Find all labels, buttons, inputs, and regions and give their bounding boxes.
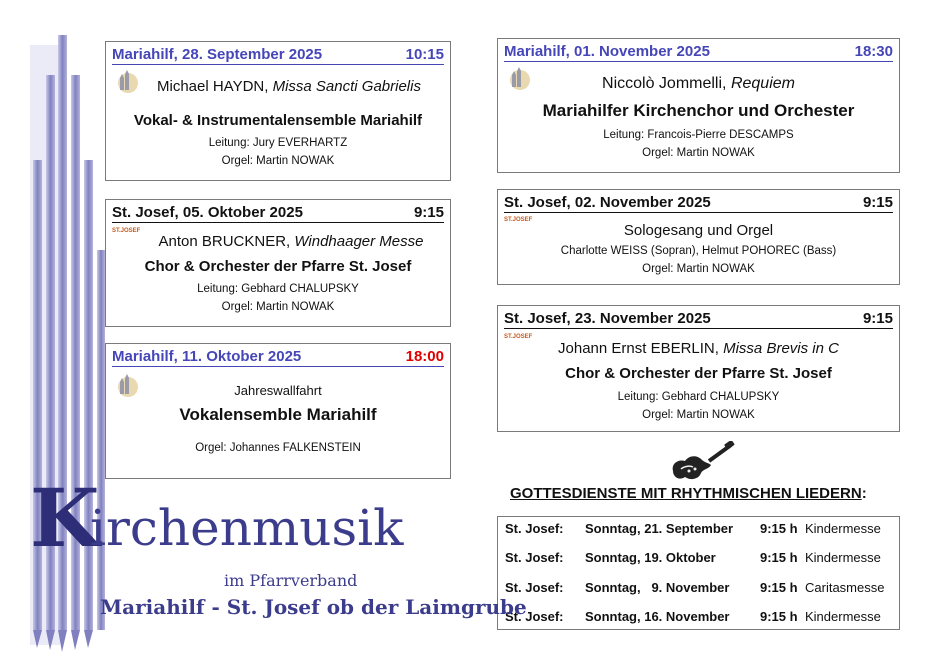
ensemble: Chor & Orchester der Pfarre St. Josef	[565, 365, 832, 382]
program: Sologesang und Orgel	[623, 222, 774, 239]
work-title: Missa Sancti Gabrielis	[272, 78, 421, 95]
parish-names: Mariahilf - St. Josef ob der Laimgrube	[100, 595, 527, 619]
church-logo-icon	[506, 67, 532, 91]
date: Sonntag, 19. Oktober	[585, 550, 716, 565]
church-logo-icon	[114, 70, 140, 94]
organist: Orgel: Martin NOWAK	[642, 409, 755, 421]
ensemble: Chor & Orchester der Pfarre St. Josef	[144, 258, 412, 275]
event-date: Mariahilf, 01. November 2025	[504, 43, 710, 60]
director: Leitung: Gebhard CHALUPSKY	[617, 391, 780, 403]
table-row	[498, 521, 899, 541]
organist: Orgel: Martin NOWAK	[221, 155, 335, 167]
event-card	[497, 189, 900, 285]
composer: Johann Ernst EBERLIN,	[558, 340, 719, 357]
event-time: 9:15	[862, 310, 893, 327]
st-josef-logo-icon: ST.JOSEF	[504, 334, 533, 340]
table-row	[498, 609, 899, 629]
time: 9:15 h	[760, 580, 798, 595]
soloists: Charlotte WEISS (Sopran), Helmut POHOREC (Bass)	[560, 245, 837, 257]
place: St. Josef:	[505, 609, 564, 624]
occasion: Jahreswallfahrt	[234, 383, 322, 398]
event-time: 18:00	[405, 348, 444, 365]
ensemble: Mariahilfer Kirchenchor und Orchester	[542, 101, 855, 120]
title-initial: K	[30, 471, 100, 565]
title-rest: irchenmusik	[90, 499, 404, 557]
event-card	[105, 343, 451, 479]
organist: Orgel: Johannes FALKENSTEIN	[195, 442, 361, 454]
event-time: 10:15	[405, 46, 444, 63]
table-row	[498, 580, 899, 600]
director: Leitung: Jury EVERHARTZ	[208, 137, 348, 149]
mass-type: Kindermesse	[805, 550, 881, 565]
work-title: Windhaager Messe	[294, 233, 424, 250]
work-title: Requiem	[730, 75, 795, 92]
place: St. Josef:	[505, 580, 564, 595]
st-josef-logo-icon: ST.JOSEF	[112, 228, 141, 234]
date: Sonntag, 21. September	[585, 521, 734, 536]
event-time: 18:30	[854, 43, 893, 60]
ensemble: Vokalensemble Mariahilf	[179, 405, 377, 424]
organist: Orgel: Martin NOWAK	[642, 147, 755, 159]
electric-guitar-icon	[669, 441, 735, 483]
composer: Michael HAYDN,	[157, 78, 269, 95]
mass-type: Kindermesse	[805, 609, 881, 624]
event-card	[497, 38, 900, 173]
rhythm-heading: GOTTESDIENSTE MIT RHYTHMISCHEN LIEDERN:	[510, 485, 867, 502]
director: Leitung: Francois-Pierre DESCAMPS	[603, 129, 794, 141]
composer: Anton BRUCKNER,	[158, 233, 291, 250]
event-date: St. Josef, 02. November 2025	[504, 194, 711, 211]
organ-pipes-icon	[0, 0, 120, 672]
event-card	[497, 305, 900, 432]
event-date: Mariahilf, 11. Oktober 2025	[112, 348, 302, 365]
church-logo-icon	[114, 374, 140, 398]
event-card	[105, 199, 451, 327]
date: Sonntag, 16. November	[585, 609, 730, 624]
place: St. Josef:	[505, 550, 564, 565]
subtitle: im Pfarrverband	[224, 571, 358, 590]
event-time: 9:15	[862, 194, 893, 211]
date: Sonntag, 9. November	[585, 580, 730, 595]
event-card	[105, 41, 451, 181]
rhythm-schedule-table	[497, 516, 900, 630]
place: St. Josef:	[505, 521, 564, 536]
time: 9:15 h	[760, 609, 798, 624]
composer: Niccolò Jommelli,	[602, 75, 727, 92]
event-date: Mariahilf, 28. September 2025	[112, 46, 323, 63]
ensemble: Vokal- & Instrumentalensemble Mariahilf	[133, 112, 423, 129]
event-time: 9:15	[413, 204, 444, 221]
event-date: St. Josef, 23. November 2025	[504, 310, 711, 327]
mass-type: Caritasmesse	[805, 580, 885, 595]
table-row	[498, 550, 899, 570]
mass-type: Kindermesse	[805, 521, 881, 536]
work-title: Missa Brevis in C	[723, 340, 839, 357]
st-josef-logo-icon: ST.JOSEF	[504, 217, 533, 223]
page-title	[30, 471, 450, 565]
time: 9:15 h	[760, 521, 798, 536]
time: 9:15 h	[760, 550, 798, 565]
organist: Orgel: Martin NOWAK	[221, 301, 335, 313]
event-date: St. Josef, 05. Oktober 2025	[112, 204, 303, 221]
organist: Orgel: Martin NOWAK	[642, 263, 755, 275]
director: Leitung: Gebhard CHALUPSKY	[197, 283, 359, 295]
